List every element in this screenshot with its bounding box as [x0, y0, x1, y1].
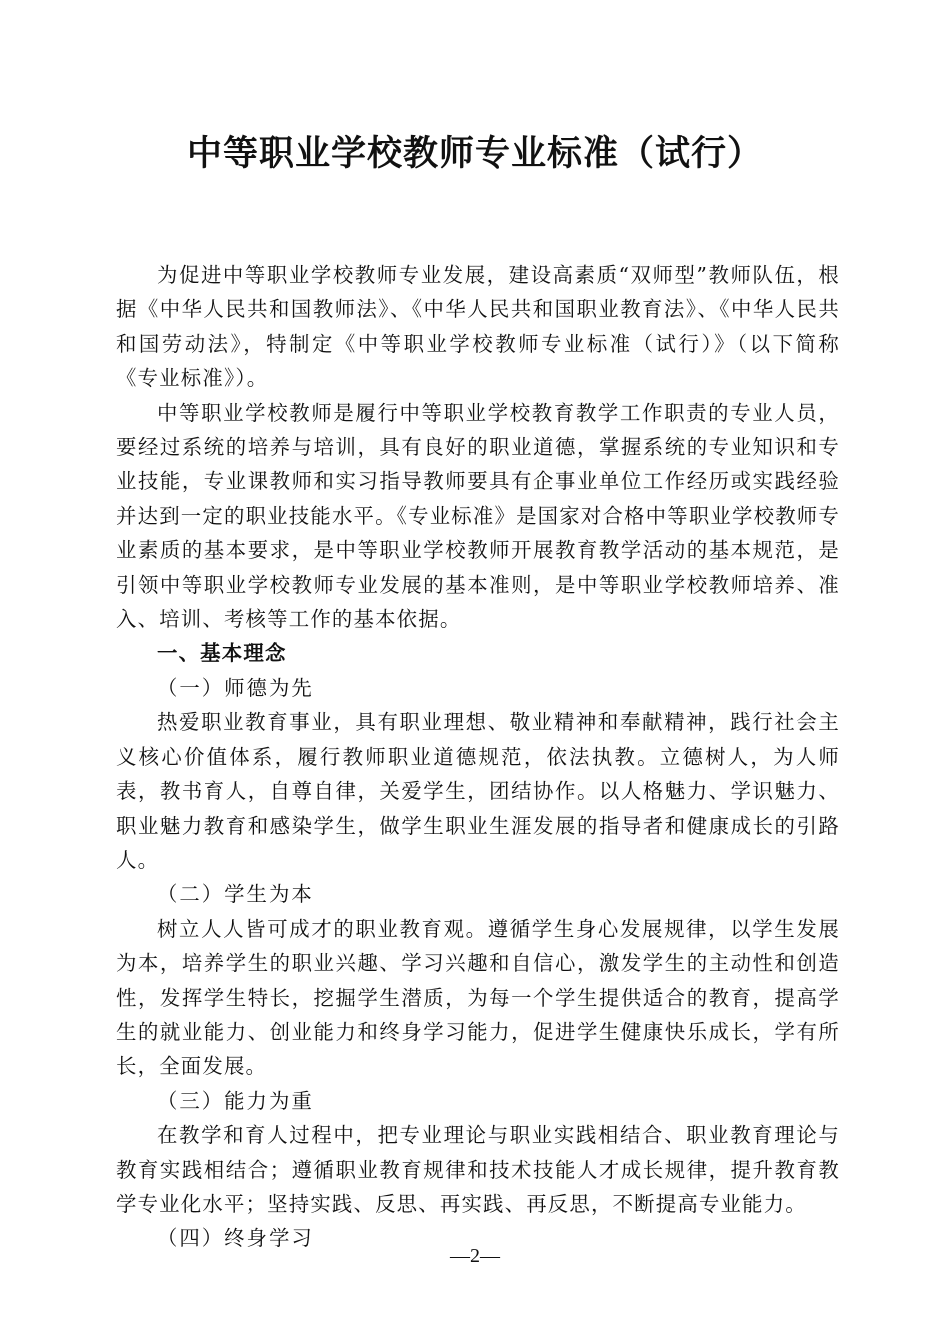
subsection-heading-3: （三）能力为重: [157, 1088, 314, 1113]
subsection-heading-2: （二）学生为本: [157, 882, 314, 907]
intro-paragraph-2: 中等职业学校教师是履行中等职业学校教育教学工作职责的专业人员，要经过系统的培养与培训，具有良好的职业道德，掌握系统的专业知识和专业技能，专业课教师和实习指导教师要具有企事业单位工作经历或实践经验并达到一定的职业技能水平。《专业标准》是国家对合格中等职业学校教师专业素质的基本要求，是中等职业学校教师开展教育教学活动的基本规范，是引领中等职业学校教师专业发展的基本准则，是中等职业学校教师培养、准入、培训、考核等工作的基本依据。: [116, 400, 840, 632]
subsection-heading-4: （四）终身学习: [157, 1226, 314, 1251]
intro-paragraph-1: 为促进中等职业学校教师专业发展，建设高素质“双师型”教师队伍，根据《中华人民共和国教师法》、《中华人民共和国职业教育法》、《中华人民共和国劳动法》，特制定《中等职业学校教师专业标准（试行）》（以下简称《专业标准》）。: [116, 263, 840, 391]
page-number: —2—: [450, 1245, 500, 1267]
document-title: 中等职业学校教师专业标准（试行）: [186, 134, 763, 174]
subsection-text-1: 热爱职业教育事业，具有职业理想、敬业精神和奉献精神，践行社会主义核心价值体系，履行教师职业道德规范，依法执教。立德树人，为人师表，教书育人，自尊自律，关爱学生，团结协作。以人格魅力、学识魅力、职业魅力教育和感染学生，做学生职业生涯发展的指导者和健康成长的引路人。: [116, 710, 840, 872]
document-body: [116, 258, 840, 1256]
subsection-heading-1: （一）师德为先: [157, 675, 314, 700]
section-heading-basic-concepts: 一、基本理念: [157, 641, 287, 666]
subsection-text-3: 在教学和育人过程中，把专业理论与职业实践相结合、职业教育理论与教育实践相结合；遵循职业教育规律和技术技能人才成长规律，提升教育教学专业化水平；坚持实践、反思、再实践、再反思，不断提高专业能力。: [116, 1123, 840, 1216]
subsection-text-2: 树立人人皆可成才的职业教育观。遵循学生身心发展规律，以学生发展为本，培养学生的职业兴趣、学习兴趣和自信心，激发学生的主动性和创造性，发挥学生特长，挖掘学生潜质，为每一个学生提供适合的教育，提高学生的就业能力、创业能力和终身学习能力，促进学生健康快乐成长，学有所长，全面发展。: [116, 916, 840, 1079]
